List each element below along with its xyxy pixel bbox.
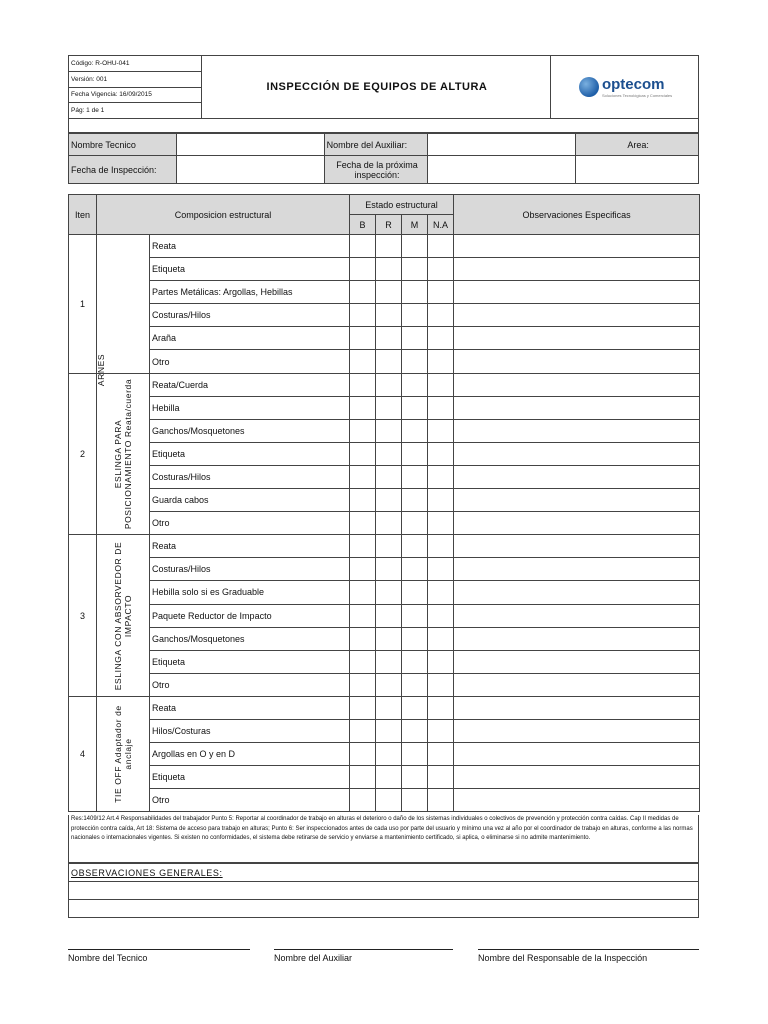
observation-cell[interactable] [454,650,700,673]
component-label: Otro [150,350,350,373]
estado-check-cell[interactable] [402,743,428,766]
logo-name: optecom [601,75,665,93]
estado-col-header: M [402,215,428,235]
estado-check-cell[interactable] [402,396,428,419]
signature-tecnico: Nombre del Tecnico [68,949,250,963]
fecha-vigencia: Fecha Vigencia: 16/09/2015 [69,87,202,103]
component-label: Etiqueta [150,258,350,281]
estado-check-cell[interactable] [376,304,402,327]
component-label: Etiqueta [150,766,350,789]
estado-check-cell[interactable] [376,558,402,581]
estado-check-cell[interactable] [376,535,402,558]
observation-cell[interactable] [454,304,700,327]
section-label-cell [97,696,150,811]
component-label: Hilos/Costuras [150,719,350,742]
estado-check-cell[interactable] [428,627,454,650]
estado-check-cell[interactable] [428,350,454,373]
table-row [69,373,700,396]
table-row [69,350,700,373]
component-label: Hebilla solo si es Graduable [150,581,350,604]
estado-check-cell[interactable] [350,789,376,812]
observation-cell[interactable] [454,558,700,581]
observation-cell[interactable] [454,465,700,488]
nombre-auxiliar-label: Nombre del Auxiliar: [324,134,428,156]
component-label: Otro [150,789,350,812]
estado-check-cell[interactable] [402,766,428,789]
estado-check-cell[interactable] [402,442,428,465]
observation-cell[interactable] [454,673,700,696]
fecha-proxima-field[interactable] [428,156,576,184]
estado-check-cell[interactable] [428,673,454,696]
estado-check-cell[interactable] [350,304,376,327]
estado-check-cell[interactable] [350,235,376,258]
estado-check-cell[interactable] [350,650,376,673]
table-row [69,327,700,350]
observation-cell[interactable] [454,442,700,465]
estado-check-cell[interactable] [376,419,402,442]
table-row [69,650,700,673]
estado-check-cell[interactable] [350,396,376,419]
estado-check-cell[interactable] [428,604,454,627]
codigo: Código: R-OHU-041 [69,56,202,72]
estado-check-cell[interactable] [350,419,376,442]
signature-responsable: Nombre del Responsable de la Inspección [478,949,699,963]
estado-check-cell[interactable] [428,489,454,512]
estado-check-cell[interactable] [350,281,376,304]
col-obs-header: Observaciones Especificas [454,195,700,235]
estado-check-cell[interactable] [402,304,428,327]
estado-col-header: N.A [428,215,454,235]
estado-check-cell[interactable] [402,512,428,535]
observation-cell[interactable] [454,419,700,442]
header-spacer [68,119,699,133]
table-row [69,581,700,604]
estado-check-cell[interactable] [350,489,376,512]
nombre-auxiliar-field[interactable] [428,134,576,156]
estado-check-cell[interactable] [350,327,376,350]
estado-check-cell[interactable] [350,350,376,373]
estado-col-header: R [376,215,402,235]
section-label: ESLINGA PARA POSICIONAMIENTO Reata/cuerda [113,378,133,530]
col-item-header: Iten [69,195,97,235]
estado-check-cell[interactable] [402,604,428,627]
section-label: TIE OFF Adaptador de anclaje [113,705,133,803]
document-title: INSPECCIÓN DE EQUIPOS DE ALTURA [201,56,550,119]
section-item-number: 4 [69,696,97,811]
area-field[interactable] [576,156,699,184]
estado-col-header: B [350,215,376,235]
estado-check-cell[interactable] [350,581,376,604]
estado-check-cell[interactable] [428,235,454,258]
estado-check-cell[interactable] [402,627,428,650]
component-label: Otro [150,673,350,696]
table-row [69,419,700,442]
table-row [69,304,700,327]
component-label: Partes Metálicas: Argollas, Hebillas [150,281,350,304]
table-row [69,673,700,696]
general-observations [68,863,699,918]
general-observations-title: OBSERVACIONES GENERALES: [69,864,699,882]
estado-check-cell[interactable] [376,650,402,673]
estado-check-cell[interactable] [350,743,376,766]
general-observations-line[interactable] [69,900,699,918]
estado-check-cell[interactable] [350,627,376,650]
estado-check-cell[interactable] [428,743,454,766]
component-label: Etiqueta [150,442,350,465]
observation-cell[interactable] [454,235,700,258]
estado-check-cell[interactable] [428,281,454,304]
estado-check-cell[interactable] [350,673,376,696]
component-label: Reata [150,696,350,719]
table-row [69,442,700,465]
estado-check-cell[interactable] [428,465,454,488]
fecha-inspeccion-field[interactable] [176,156,324,184]
section-label: ESLINGA CON ABSORVEDOR DE IMPACTO [113,541,133,690]
estado-check-cell[interactable] [376,673,402,696]
observation-cell[interactable] [454,489,700,512]
estado-check-cell[interactable] [350,512,376,535]
estado-check-cell[interactable] [428,789,454,812]
general-observations-line[interactable] [69,882,699,900]
component-label: Ganchos/Mosquetones [150,627,350,650]
component-label: Reata [150,235,350,258]
observation-cell[interactable] [454,281,700,304]
estado-check-cell[interactable] [376,373,402,396]
section-label-cell [97,535,150,697]
observation-cell[interactable] [454,719,700,742]
observation-cell[interactable] [454,327,700,350]
legal-notes: Res:1409/12 Art.4 Responsabilidades del trabajador Punto 5: Reportar al coordinador de trabajo en alturas el deterioro o daño de los sistemas individuales o colectivos de prevención y protección contra caídas. Cap II medidas de protección contra caída, Art 18: Sistema de acceso para trabajo en alturas; Punto 6: Ser inspeccionados antes de cada uso por parte del usuario y mínimo una vez al año por el coordinador de trabajo en alturas, conforme a las normas nacionales o internacionales vigentes. Si existen no conformidades, el sistema debe retirarse de servicio y enviarse a mantenimiento certificado, si aplica, o eliminarse si no admite mantenimiento. [68,815,699,863]
estado-check-cell[interactable] [402,719,428,742]
logo-tagline: Soluciones Tecnológicas y Comerciales [601,92,673,98]
estado-check-cell[interactable] [350,465,376,488]
nombre-tecnico-field[interactable] [176,134,324,156]
table-row [69,489,700,512]
estado-check-cell[interactable] [376,627,402,650]
estado-check-cell[interactable] [428,719,454,742]
estado-check-cell[interactable] [402,581,428,604]
estado-check-cell[interactable] [402,281,428,304]
table-row [69,465,700,488]
table-row [69,235,700,258]
table-row [69,627,700,650]
estado-check-cell[interactable] [428,535,454,558]
observation-cell[interactable] [454,350,700,373]
estado-check-cell[interactable] [402,327,428,350]
estado-check-cell[interactable] [376,465,402,488]
component-label: Araña [150,327,350,350]
optecom-logo-icon [579,77,599,97]
estado-check-cell[interactable] [402,489,428,512]
observation-cell[interactable] [454,396,700,419]
estado-check-cell[interactable] [376,604,402,627]
component-label: Argollas en O y en D [150,743,350,766]
table-row [69,396,700,419]
section-label: ARNES [96,353,106,386]
observation-cell[interactable] [454,512,700,535]
col-comp-header: Composicion estructural [97,195,350,235]
estado-check-cell[interactable] [350,442,376,465]
table-row [69,743,700,766]
estado-check-cell[interactable] [376,396,402,419]
observation-cell[interactable] [454,627,700,650]
estado-check-cell[interactable] [376,766,402,789]
estado-check-cell[interactable] [376,350,402,373]
estado-check-cell[interactable] [376,489,402,512]
section-item-number: 2 [69,373,97,535]
component-label: Costuras/Hilos [150,465,350,488]
estado-check-cell[interactable] [428,304,454,327]
estado-check-cell[interactable] [428,650,454,673]
estado-check-cell[interactable] [428,419,454,442]
table-row [69,719,700,742]
col-estado-header: Estado estructural [350,195,454,215]
estado-check-cell[interactable] [350,535,376,558]
component-label: Guarda cabos [150,489,350,512]
table-row [69,789,700,812]
observation-cell[interactable] [454,258,700,281]
document-header [68,55,699,119]
table-row [69,281,700,304]
estado-check-cell[interactable] [376,512,402,535]
estado-check-cell[interactable] [376,719,402,742]
component-label: Reata/Cuerda [150,373,350,396]
component-label: Paquete Reductor de Impacto [150,604,350,627]
section-label-cell [96,235,150,386]
component-label: Hebilla [150,396,350,419]
estado-check-cell[interactable] [402,789,428,812]
component-label: Reata [150,535,350,558]
table-row [69,535,700,558]
estado-check-cell[interactable] [376,743,402,766]
estado-check-cell[interactable] [402,373,428,396]
table-row [69,558,700,581]
table-row [69,604,700,627]
fecha-inspeccion-label: Fecha de Inspección: [69,156,177,184]
inspection-table [68,194,700,812]
observation-cell[interactable] [454,743,700,766]
estado-check-cell[interactable] [402,650,428,673]
estado-check-cell[interactable] [402,419,428,442]
estado-check-cell[interactable] [350,604,376,627]
component-label: Costuras/Hilos [150,304,350,327]
estado-check-cell[interactable] [350,258,376,281]
estado-check-cell[interactable] [402,235,428,258]
pagina: Pág: 1 de 1 [69,103,202,119]
estado-check-cell[interactable] [376,789,402,812]
estado-check-cell[interactable] [402,535,428,558]
estado-check-cell[interactable] [402,673,428,696]
estado-check-cell[interactable] [428,558,454,581]
component-label: Etiqueta [150,650,350,673]
estado-check-cell[interactable] [376,281,402,304]
version: Versión: 001 [69,71,202,87]
observation-cell[interactable] [454,581,700,604]
estado-check-cell[interactable] [350,766,376,789]
area-label: Area: [576,134,699,156]
component-label: Costuras/Hilos [150,558,350,581]
estado-check-cell[interactable] [428,512,454,535]
estado-check-cell[interactable] [402,350,428,373]
estado-check-cell[interactable] [350,373,376,396]
table-row [69,766,700,789]
estado-check-cell[interactable] [376,442,402,465]
estado-check-cell[interactable] [402,258,428,281]
observation-cell[interactable] [454,789,700,812]
signature-auxiliar: Nombre del Auxiliar [274,949,453,963]
estado-check-cell[interactable] [428,766,454,789]
table-row [69,696,700,719]
estado-check-cell[interactable] [376,696,402,719]
estado-check-cell[interactable] [428,327,454,350]
table-row [69,258,700,281]
estado-check-cell[interactable] [402,465,428,488]
estado-check-cell[interactable] [350,719,376,742]
estado-check-cell[interactable] [428,373,454,396]
section-label-cell [97,373,150,535]
observation-cell[interactable] [454,535,700,558]
estado-check-cell[interactable] [428,581,454,604]
estado-check-cell[interactable] [376,258,402,281]
logo [551,56,699,119]
observation-cell[interactable] [454,604,700,627]
estado-check-cell[interactable] [376,581,402,604]
section-item-number: 1 [69,235,97,374]
estado-check-cell[interactable] [428,258,454,281]
component-label: Otro [150,512,350,535]
observation-cell[interactable] [454,373,700,396]
estado-check-cell[interactable] [376,327,402,350]
estado-check-cell[interactable] [428,696,454,719]
observation-cell[interactable] [454,696,700,719]
estado-check-cell[interactable] [350,558,376,581]
table-row [69,512,700,535]
info-table [68,133,699,184]
component-label: Ganchos/Mosquetones [150,419,350,442]
fecha-proxima-label: Fecha de la próxima inspección: [324,156,428,184]
estado-check-cell[interactable] [376,235,402,258]
observation-cell[interactable] [454,766,700,789]
estado-check-cell[interactable] [428,442,454,465]
estado-check-cell[interactable] [402,696,428,719]
estado-check-cell[interactable] [428,396,454,419]
section-item-number: 3 [69,535,97,697]
estado-check-cell[interactable] [402,558,428,581]
estado-check-cell[interactable] [350,696,376,719]
nombre-tecnico-label: Nombre Tecnico [69,134,177,156]
